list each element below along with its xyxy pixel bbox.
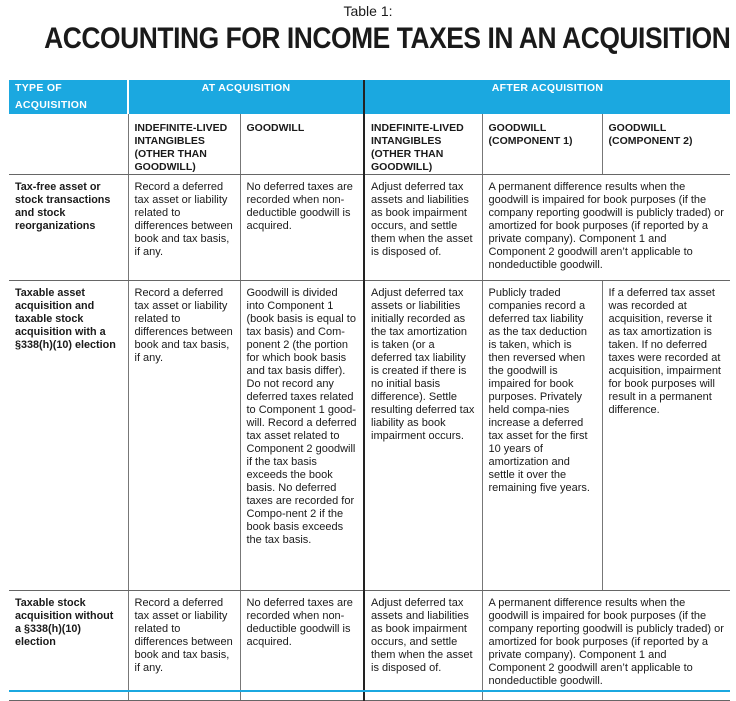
header-at-acquisition: AT ACQUISITION bbox=[128, 80, 364, 114]
cell-at-indefinite: Record a deferred tax asset or liability related to differences between book and tax basis, if any. bbox=[128, 281, 240, 591]
table-row bbox=[9, 591, 730, 701]
header-after-acquisition: AFTER ACQUISITION bbox=[364, 80, 730, 114]
cell-after-indefinite: Adjust deferred tax assets and liabilities as book impairment occurs, and settle them when the asset is disposed of. bbox=[364, 175, 482, 281]
subheader-at-goodwill: GOODWILL bbox=[240, 114, 364, 175]
subheader-empty bbox=[9, 114, 128, 175]
row-label: Taxable stock acquisition without a §338(h)(10) election bbox=[9, 591, 128, 701]
cell-at-indefinite: Record a deferred tax asset or liability related to differences between book and tax basis, if any. bbox=[128, 591, 240, 701]
table-row bbox=[9, 281, 730, 591]
bottom-rule bbox=[9, 690, 730, 692]
table-title: ACCOUNTING FOR INCOME TAXES IN AN ACQUISITION bbox=[44, 22, 731, 55]
subheader-after-indefinite: INDEFINITE-LIVED INTANGIBLES (OTHER THAN GOODWILL) bbox=[364, 114, 482, 175]
cell-after-goodwill-2: If a deferred tax asset was recorded at acquisition, reverse it as tax amortization is taken. If no deferred taxes were recorded at acquisition, impairment for book purposes will result in a permanent difference. bbox=[602, 281, 730, 591]
table-row bbox=[9, 175, 730, 281]
table-caption: Table 1: bbox=[343, 3, 393, 19]
cell-at-goodwill: Goodwill is divided into Component 1 (book basis is equal to tax basis) and Com-ponent 2 (the portion for which book basis and tax basis differ). Do not record any deferred taxes related to Component 1 good-will. Record a deferred tax asset related to Component 2 goodwill if the tax basis exceeds the book basis. No deferred taxes are recorded for Compo-nent 2 if the book basis exceeds the tax basis. bbox=[240, 281, 364, 591]
cell-at-indefinite: Record a deferred tax asset or liability related to differences between book and tax basis, if any. bbox=[128, 175, 240, 281]
subheader-after-goodwill-2: GOODWILL (COMPONENT 2) bbox=[602, 114, 730, 175]
cell-after-goodwill-1: Publicly traded companies record a deferred tax liability as the tax deduction is taken, which is then reversed when the goodwill is impaired for book purposes. Privately held compa-nies increase a deferred tax asset for the first 10 years of amortization and settle it over the remaining five years. bbox=[482, 281, 602, 591]
subheader-row bbox=[9, 114, 730, 175]
cell-after-goodwill: A permanent difference results when the goodwill is impaired for book purposes (if the company reporting goodwill is publicly traded) or amortized for book purposes (if reported by a private company). Component 1 and Component 2 goodwill aren’t applicable to nondeductible goodwill. bbox=[482, 175, 730, 281]
cell-at-goodwill: No deferred taxes are recorded when non-deductible goodwill is acquired. bbox=[240, 591, 364, 701]
acquisition-tax-table bbox=[9, 80, 730, 701]
cell-after-goodwill: A permanent difference results when the goodwill is impaired for book purposes (if the company reporting goodwill is publicly traded) or amortized for book purposes (if reported by a private company). Component 1 and Component 2 goodwill aren’t applicable to nondeductible goodwill. bbox=[482, 591, 730, 701]
header-row bbox=[9, 80, 730, 114]
cell-after-indefinite: Adjust deferred tax assets or liabilities initially recorded as the tax amortization is taken (or a deferred tax liability is created if there is no initial basis difference). Settle resulting deferred tax liability as book impairment occurs. bbox=[364, 281, 482, 591]
header-type: TYPE OF ACQUISITION bbox=[9, 80, 128, 114]
row-label: Taxable asset acquisition and taxable stock acquisition with a §338(h)(10) election bbox=[9, 281, 128, 591]
cell-after-indefinite: Adjust deferred tax assets and liabilities as book impairment occurs, and settle them when the asset is disposed of. bbox=[364, 591, 482, 701]
subheader-after-goodwill-1: GOODWILL (COMPONENT 1) bbox=[482, 114, 602, 175]
row-label: Tax-free asset or stock transactions and stock reorganizations bbox=[9, 175, 128, 281]
cell-at-goodwill: No deferred taxes are recorded when non-deductible goodwill is acquired. bbox=[240, 175, 364, 281]
subheader-at-indefinite: INDEFINITE-LIVED INTANGIBLES (OTHER THAN GOODWILL) bbox=[128, 114, 240, 175]
